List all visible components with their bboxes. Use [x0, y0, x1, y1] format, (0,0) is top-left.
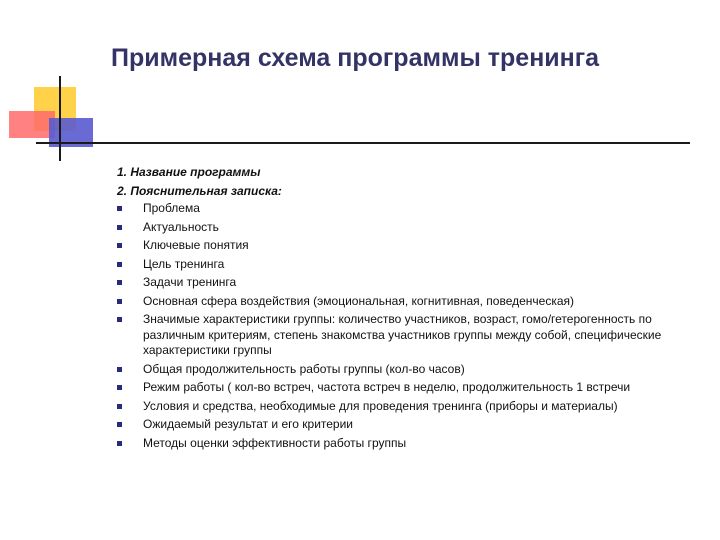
square-bullet-icon — [117, 280, 122, 285]
square-bullet-icon — [117, 299, 122, 304]
heading-explanatory-note: 2. Пояснительная записка: — [117, 184, 282, 198]
bullet-list — [117, 201, 712, 451]
title-underline — [36, 142, 690, 144]
square-bullet-icon — [117, 385, 122, 390]
slide-title: Примерная схема программы тренинга — [111, 44, 600, 72]
square-bullet-icon — [117, 404, 122, 409]
bullet-text: Проблема — [143, 201, 200, 215]
bullet-item — [117, 436, 712, 452]
square-bullet-icon — [117, 422, 122, 427]
bullet-item — [117, 362, 712, 378]
bullet-text: Актуальность — [143, 219, 219, 234]
bullet-item — [117, 238, 712, 254]
square-bullet-icon — [117, 225, 122, 230]
bullet-item — [117, 275, 712, 291]
bullet-item — [117, 399, 712, 415]
heading-program-name: 1. Название программы — [117, 165, 261, 179]
bullet-text: Основная сфера воздействия (эмоциональная, когнитивная, поведенческая) — [143, 293, 575, 308]
bullet-item — [117, 312, 712, 359]
bullet-text: Задачи тренинга — [143, 275, 237, 289]
bullet-text: Значимые характеристики группы: количество участников, возраст, гомо/гетерогенность по различным критериям, степень знакомства участников группы между собой, специфические характеристики группы — [143, 312, 662, 357]
square-bullet-icon — [117, 441, 122, 446]
bullet-item — [117, 257, 712, 273]
bullet-item — [117, 294, 712, 310]
square-bullet-icon — [117, 243, 122, 248]
bullet-item — [117, 201, 712, 217]
bullet-text: Методы оценки эффективности работы группы — [143, 435, 407, 450]
square-bullet-icon — [117, 367, 122, 372]
bullet-text: Условия и средства, необходимые для проведения тренинга (приборы и материалы) — [143, 398, 618, 413]
bullet-item — [117, 220, 712, 236]
bullet-text: Общая продолжительность работы группы (кол-во часов) — [143, 361, 465, 376]
slide-content — [117, 163, 712, 454]
square-bullet-icon — [117, 317, 122, 322]
bullet-text: Режим работы ( кол-во встреч, частота встреч в неделю, продолжительность 1 встречи — [143, 380, 631, 394]
bullet-item — [117, 380, 712, 396]
bullet-text: Ключевые понятия — [143, 238, 249, 252]
decorative-vertical-line — [59, 76, 61, 161]
square-bullet-icon — [117, 206, 122, 211]
bullet-item — [117, 417, 712, 433]
bullet-text: Ожидаемый результат и его критерии — [143, 417, 354, 431]
bullet-text: Цель тренинга — [143, 256, 225, 271]
square-bullet-icon — [117, 262, 122, 267]
